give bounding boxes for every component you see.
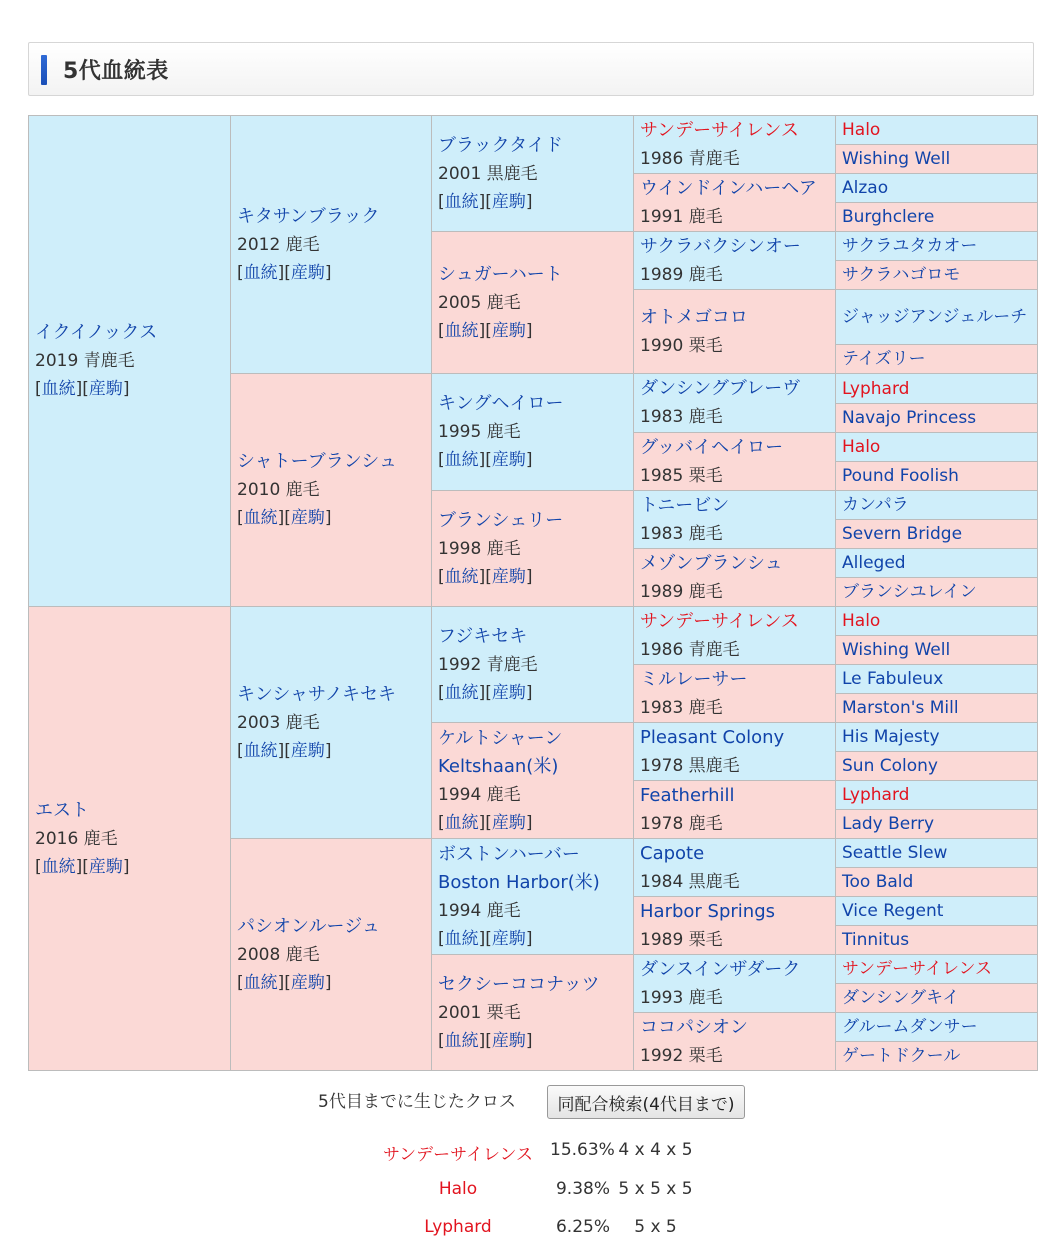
pedigree-links: [血統][産駒] [438, 191, 533, 212]
horse-name-link[interactable]: エスト [35, 799, 89, 821]
gen3-pedigree-link[interactable]: 血統 [444, 928, 479, 949]
horse-name-link[interactable]: Severn Bridge [842, 524, 963, 544]
gen3-cell [432, 374, 634, 491]
horse-birth-info: 1986 青鹿毛 [640, 148, 740, 169]
gen5-cell [836, 374, 1038, 404]
gen4-cell [634, 1013, 836, 1071]
horse-birth-info: 1983 鹿毛 [640, 697, 723, 718]
gen2-pedigree-link[interactable]: 血統 [243, 740, 278, 761]
gen4-cell [634, 232, 836, 290]
gen5-cell [836, 520, 1038, 549]
horse-name-link[interactable]: グルームダンサー [842, 1017, 978, 1037]
same-mating-search-button[interactable]: 同配合検索(4代目まで) [547, 1085, 745, 1119]
horse-birth-info: 1978 鹿毛 [640, 813, 723, 834]
gen5-cell [836, 462, 1038, 491]
horse-birth-info: 1983 鹿毛 [640, 523, 723, 544]
horse-name-link[interactable]: セクシーココナッツ [438, 973, 600, 995]
gen5-cell [836, 549, 1038, 578]
gen5-cell [836, 955, 1038, 984]
horse-name-link[interactable]: Featherhill [640, 784, 735, 806]
horse-name-link[interactable]: Marston's Mill [842, 698, 959, 718]
cross-percentage: 6.25% [555, 1217, 610, 1237]
gen5-cell [836, 723, 1038, 752]
pedigree-links: [血統][産駒] [438, 812, 533, 833]
horse-name-link[interactable]: ココパシオン [640, 1016, 748, 1038]
horse-name-link[interactable]: ブラックタイド [438, 134, 563, 156]
gen4-cell [634, 491, 836, 549]
horse-name-link[interactable]: ブランシェリー [438, 509, 564, 531]
gen5-cell [836, 345, 1038, 374]
horse-name-link[interactable]: シャトーブランシュ [237, 451, 397, 472]
pedigree-links: [血統][産駒] [438, 450, 533, 470]
gen4-cell [634, 665, 836, 723]
horse-birth-info: 2008 鹿毛 [237, 944, 320, 965]
gen5-cell [836, 404, 1038, 433]
horse-alt-name-link[interactable]: Keltshaan(米) [438, 755, 559, 777]
gen2-offspring-link[interactable]: 産駒 [290, 508, 325, 528]
horse-name-link[interactable]: Wishing Well [842, 640, 951, 660]
gen4-cell [634, 839, 836, 897]
gen5-cell [836, 145, 1038, 174]
horse-birth-info: 1995 鹿毛 [438, 422, 521, 442]
horse-birth-info: 1994 鹿毛 [438, 784, 521, 805]
horse-name-link[interactable]: サンデーサイレンス [640, 119, 799, 141]
gen4-cell [634, 174, 836, 232]
horse-name-link[interactable]: ダンシングブレーヴ [640, 378, 801, 399]
gen2-offspring-link[interactable]: 産駒 [290, 740, 325, 761]
gen1-pedigree-link[interactable]: 血統 [41, 856, 76, 877]
horse-birth-info: 2005 鹿毛 [438, 292, 521, 313]
horse-birth-info: 1978 黒鹿毛 [640, 755, 740, 776]
gen2-pedigree-link[interactable]: 血統 [243, 972, 278, 993]
gen1-cell [29, 607, 231, 1071]
gen5-cell [836, 607, 1038, 636]
horse-name-link[interactable]: ケルトシャーン [438, 727, 563, 749]
horse-name-link[interactable]: キタサンブラック [237, 205, 380, 227]
horse-name-link[interactable]: Too Bald [842, 872, 914, 892]
horse-birth-info: 1991 鹿毛 [640, 206, 723, 227]
cross-label: 5代目までに生じたクロス [318, 1092, 516, 1112]
horse-name-link[interactable]: フジキセキ [438, 625, 528, 647]
horse-name-link[interactable]: トニービン [640, 494, 730, 516]
pedigree-table [28, 115, 1038, 1071]
pedigree-links: [血統][産駒] [438, 1030, 533, 1051]
gen3-offspring-link[interactable]: 産駒 [491, 812, 526, 833]
gen3-cell [432, 955, 634, 1071]
gen3-cell [432, 232, 634, 374]
gen2-cell [231, 607, 432, 839]
horse-birth-info: 2019 青鹿毛 [35, 351, 135, 371]
horse-birth-info: 1992 栗毛 [640, 1045, 723, 1066]
gen1-offspring-link[interactable]: 産駒 [88, 379, 123, 399]
horse-name-link[interactable]: Lady Berry [842, 814, 935, 834]
gen2-cell [231, 374, 432, 607]
gen2-offspring-link[interactable]: 産駒 [290, 972, 325, 993]
gen5-cell [836, 261, 1038, 290]
gen3-pedigree-link[interactable]: 血統 [444, 320, 479, 341]
horse-name-link[interactable]: Halo [842, 437, 881, 457]
cross-horse-link[interactable]: Lyphard [424, 1217, 492, 1237]
pedigree-links: [血統][産駒] [438, 682, 533, 703]
gen3-cell [432, 723, 634, 839]
gen3-offspring-link[interactable]: 産駒 [491, 1030, 526, 1051]
horse-name-link[interactable]: Capote [640, 842, 705, 864]
horse-birth-info: 2016 鹿毛 [35, 828, 118, 849]
gen5-cell [836, 203, 1038, 232]
gen5-cell [836, 290, 1038, 345]
gen4-cell [634, 290, 836, 374]
horse-name-link[interactable]: Pleasant Colony [640, 726, 785, 748]
horse-birth-info: 1986 青鹿毛 [640, 639, 740, 660]
gen5-cell [836, 433, 1038, 462]
horse-name-link[interactable]: メゾンブランシュ [640, 552, 783, 574]
gen2-pedigree-link[interactable]: 血統 [243, 262, 278, 283]
gen3-pedigree-link[interactable]: 血統 [444, 566, 479, 587]
gen5-cell [836, 810, 1038, 839]
horse-name-link[interactable]: キングヘイロー [438, 393, 564, 414]
gen5-cell [836, 839, 1038, 868]
gen4-cell [634, 897, 836, 955]
horse-name-link[interactable]: キンシャサノキセキ [237, 683, 397, 705]
gen3-offspring-link[interactable]: 産駒 [491, 191, 526, 212]
gen3-pedigree-link[interactable]: 血統 [444, 812, 479, 833]
horse-birth-info: 2003 鹿毛 [237, 712, 320, 733]
gen5-cell [836, 491, 1038, 520]
horse-name-link[interactable]: ジャッジアンジェルーチ [842, 306, 1028, 327]
cross-percentage: 15.63% [550, 1140, 615, 1160]
horse-birth-info: 2001 黒鹿毛 [438, 163, 538, 184]
gen2-cell [231, 116, 432, 374]
horse-name-link[interactable]: パシオンルージュ [237, 915, 380, 937]
horse-name-link[interactable]: Lyphard [842, 785, 910, 805]
cross-generations: 4 x 4 x 5 [618, 1140, 693, 1160]
horse-name-link[interactable]: グッバイヘイロー [640, 436, 784, 458]
horse-birth-info: 1993 鹿毛 [640, 987, 723, 1008]
gen5-cell [836, 232, 1038, 261]
gen5-cell [836, 694, 1038, 723]
horse-name-link[interactable]: オトメゴコロ [640, 306, 748, 328]
gen3-offspring-link[interactable]: 産駒 [491, 450, 526, 470]
gen4-cell [634, 549, 836, 607]
horse-alt-name-link[interactable]: Boston Harbor(米) [438, 871, 600, 893]
horse-birth-info: 1989 鹿毛 [640, 581, 723, 602]
horse-name-link[interactable]: サクラユタカオー [842, 236, 978, 256]
gen2-cell [231, 839, 432, 1071]
gen5-cell [836, 665, 1038, 694]
gen3-offspring-link[interactable]: 産駒 [491, 682, 526, 703]
gen4-cell [634, 607, 836, 665]
horse-birth-info: 1998 鹿毛 [438, 538, 521, 559]
pedigree-links: [血統][産駒] [237, 262, 332, 283]
horse-name-link[interactable]: Harbor Springs [640, 900, 775, 922]
horse-name-link[interactable]: Sun Colony [842, 756, 938, 776]
horse-name-link[interactable]: Le Fabuleux [842, 669, 944, 689]
gen3-pedigree-link[interactable]: 血統 [444, 1030, 479, 1051]
horse-name-link[interactable]: カンパラ [842, 495, 909, 515]
horse-name-link[interactable]: テイズリー [842, 349, 926, 369]
cross-generations: 5 x 5 x 5 [618, 1179, 693, 1199]
gen4-cell [634, 374, 836, 433]
gen5-cell [836, 984, 1038, 1013]
horse-name-link[interactable]: Burghclere [842, 207, 935, 227]
gen5-cell [836, 636, 1038, 665]
horse-name-link[interactable]: ウインドインハーヘア [640, 177, 817, 199]
horse-name-link[interactable]: サンデーサイレンス [842, 959, 993, 979]
horse-name-link[interactable]: Alzao [842, 178, 889, 198]
gen5-cell [836, 781, 1038, 810]
gen3-pedigree-link[interactable]: 血統 [444, 450, 479, 470]
horse-name-link[interactable]: Seattle Slew [842, 843, 948, 863]
gen3-cell [432, 116, 634, 232]
horse-name-link[interactable]: Halo [842, 611, 881, 631]
horse-name-link[interactable]: ゲートドクール [842, 1046, 961, 1066]
gen5-cell [836, 926, 1038, 955]
gen3-pedigree-link[interactable]: 血統 [444, 682, 479, 703]
gen4-cell [634, 723, 836, 781]
gen5-cell [836, 897, 1038, 926]
horse-birth-info: 2012 鹿毛 [237, 234, 320, 255]
pedigree-row [29, 607, 1038, 636]
page-title: 5代血統表 [63, 59, 169, 84]
gen5-cell [836, 868, 1038, 897]
pedigree-links: [血統][産駒] [237, 508, 332, 528]
gen3-offspring-link[interactable]: 産駒 [491, 566, 526, 587]
gen5-cell [836, 752, 1038, 781]
horse-name-link[interactable]: サンデーサイレンス [640, 610, 799, 632]
horse-name-link[interactable]: Alleged [842, 553, 906, 573]
pedigree-row [29, 116, 1038, 145]
gen5-cell [836, 578, 1038, 607]
horse-name-link[interactable]: ボストンハーバー [438, 843, 580, 865]
gen1-pedigree-link[interactable]: 血統 [41, 379, 76, 399]
horse-name-link[interactable]: サクラバクシンオー [640, 235, 801, 257]
horse-name-link[interactable]: Navajo Princess [842, 408, 977, 428]
horse-birth-info: 1983 鹿毛 [640, 407, 723, 427]
gen5-cell [836, 1013, 1038, 1042]
header-accent-bar [41, 55, 47, 85]
horse-birth-info: 1994 鹿毛 [438, 900, 521, 921]
horse-birth-info: 2001 栗毛 [438, 1002, 521, 1023]
cross-horse-link[interactable]: Halo [438, 1179, 478, 1199]
gen3-offspring-link[interactable]: 産駒 [491, 320, 526, 341]
horse-name-link[interactable]: ミルレーサー [640, 668, 748, 690]
horse-name-link[interactable]: Vice Regent [842, 901, 944, 921]
horse-name-link[interactable]: Halo [842, 120, 881, 140]
gen4-cell [634, 781, 836, 839]
gen3-offspring-link[interactable]: 産駒 [491, 928, 526, 949]
horse-name-link[interactable]: Pound Foolish [842, 466, 959, 486]
gen3-cell [432, 491, 634, 607]
horse-name-link[interactable]: His Majesty [842, 727, 940, 747]
horse-birth-info: 1984 黒鹿毛 [640, 871, 740, 892]
gen4-cell [634, 116, 836, 174]
horse-name-link[interactable]: ブランシユレイン [842, 582, 977, 602]
gen2-offspring-link[interactable]: 産駒 [290, 262, 325, 283]
pedigree-links: [血統][産駒] [438, 320, 533, 341]
gen5-cell [836, 174, 1038, 203]
horse-name-link[interactable]: ダンシングキイ [842, 988, 960, 1008]
pedigree-links: [血統][産駒] [35, 856, 130, 877]
horse-birth-info: 1990 栗毛 [640, 335, 723, 356]
pedigree-links: [血統][産駒] [237, 740, 332, 761]
gen2-pedigree-link[interactable]: 血統 [243, 508, 278, 528]
section-header [28, 42, 1034, 96]
gen3-pedigree-link[interactable]: 血統 [444, 191, 479, 212]
gen4-cell [634, 955, 836, 1013]
horse-name-link[interactable]: Tinnitus [842, 930, 910, 950]
pedigree-links: [血統][産駒] [35, 379, 130, 399]
gen1-offspring-link[interactable]: 産駒 [88, 856, 123, 877]
gen3-cell [432, 607, 634, 723]
gen5-cell [836, 1042, 1038, 1071]
pedigree-links: [血統][産駒] [237, 972, 332, 993]
horse-name-link[interactable]: サクラハゴロモ [842, 265, 961, 285]
horse-birth-info: 1985 栗毛 [640, 465, 723, 486]
pedigree-links: [血統][産駒] [438, 928, 533, 949]
gen5-cell [836, 116, 1038, 145]
horse-birth-info: 1989 栗毛 [640, 929, 723, 950]
horse-name-link[interactable]: Wishing Well [842, 149, 951, 169]
horse-name-link[interactable]: イクイノックス [35, 322, 158, 343]
horse-name-link[interactable]: ダンスインザダーク [640, 958, 801, 980]
pedigree-links: [血統][産駒] [438, 566, 533, 587]
gen4-cell [634, 433, 836, 491]
horse-name-link[interactable]: シュガーハート [438, 263, 563, 285]
horse-birth-info: 1989 鹿毛 [640, 264, 723, 285]
gen3-cell [432, 839, 634, 955]
gen1-cell [29, 116, 231, 607]
cross-horse-link[interactable]: サンデーサイレンス [382, 1145, 534, 1165]
horse-name-link[interactable]: Lyphard [842, 378, 910, 399]
horse-birth-info: 1992 青鹿毛 [438, 654, 538, 675]
cross-percentage: 9.38% [555, 1179, 610, 1199]
cross-generations: 5 x 5 [634, 1217, 677, 1237]
horse-birth-info: 2010 鹿毛 [237, 480, 320, 500]
